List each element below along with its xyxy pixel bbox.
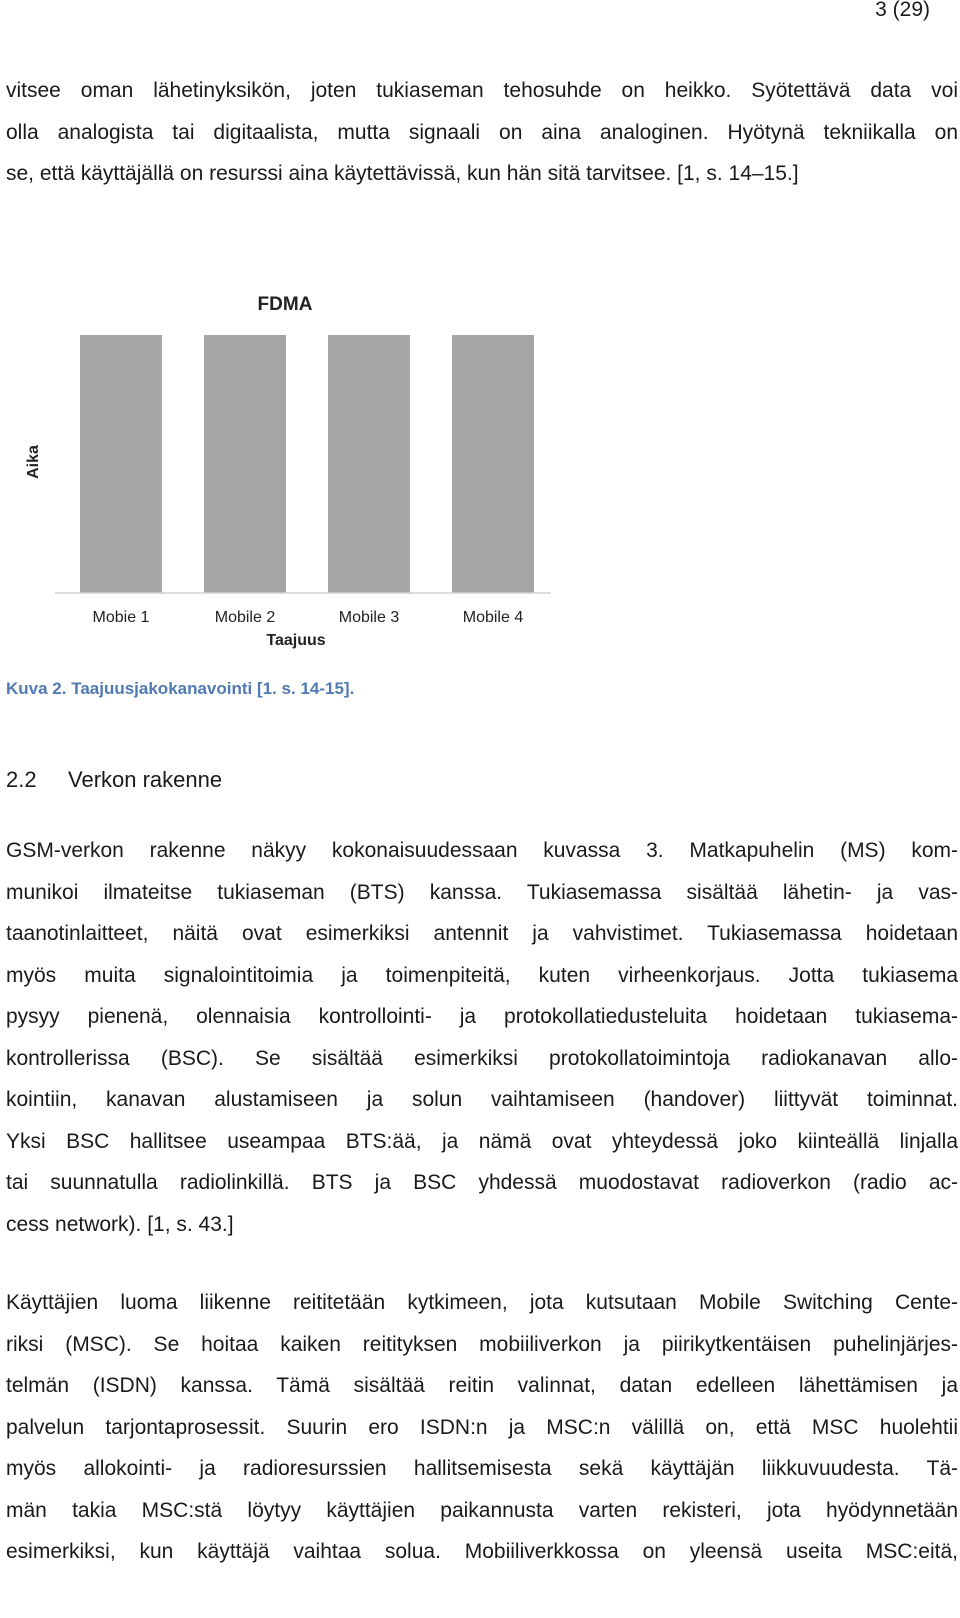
bar-1 (80, 335, 162, 593)
x-tick-label: Mobile 4 (462, 609, 524, 626)
bar-4 (452, 335, 534, 593)
text-line: se, että käyttäjällä on resurssi aina käytettävissä, kun hän sitä tarvitsee. [1, s. 14–15.] (6, 162, 799, 185)
text-line: Yksi BSC hallitsee useampaa BTS:ää, ja nämä ovat yhteydessä joko kiinteällä linjalla (6, 1129, 958, 1153)
section-title: Verkon rakenne (68, 767, 223, 792)
text-line: telmän (ISDN) kanssa. Tämä sisältää reitin valinnat, datan edelleen lähettämisen ja (6, 1374, 958, 1397)
section-heading (6, 767, 222, 793)
text-line: esimerkiksi, kun käyttäjä vaihtaa solua. Mobiiliverkkossa on yleensä useita MSC:eitä, (6, 1540, 958, 1563)
text-line: tai suunnatulla radiolinkillä. BTS ja BSC yhdessä muodostavat radioverkon (radio ac- (6, 1171, 958, 1194)
text-line: munikoi ilmateitse tukiaseman (BTS) kanssa. Tukiasemassa sisältää lähetin- ja vas- (6, 880, 958, 904)
text-line: GSM-verkon rakenne näkyy kokonaisuudessaan kuvassa 3. Matkapuhelin (MS) kom- (6, 839, 958, 862)
x-tick-label: Mobile 3 (338, 609, 400, 626)
chart-title: FDMA (257, 294, 313, 315)
page-number: 3 (29) (875, 0, 930, 21)
text-line: vitsee oman lähetinyksikön, joten tukiaseman tehosuhde on heikko. Syötettävä data voi (6, 79, 958, 102)
text-line: taanotinlaitteet, näitä ovat esimerkiksi antennit ja vahvistimet. Tukiasemassa hoidetaan (6, 922, 958, 945)
text-line: män takia MSC:stä löytyy käyttäjien paikannusta varten rekisteri, jota hyödynnetään (6, 1498, 958, 1522)
text-line: cess network). [1, s. 43.] (6, 1212, 234, 1236)
bar-2 (204, 335, 286, 593)
x-axis-label: Taajuus (266, 632, 326, 649)
text-line: riksi (MSC). Se hoitaa kaiken reitityksen mobiiliverkon ja piirikytkentäisen puhelinjärjes- (6, 1332, 958, 1356)
paragraph-2 (6, 830, 958, 1245)
paragraph-3 (6, 1282, 958, 1573)
figure-caption: Kuva 2. Taajuusjakokanavointi [1. s. 14-15]. (6, 679, 355, 698)
text-line: myös muita signalointitoimia ja toimenpiteitä, kuten virheenkorjaus. Jotta tukiasema (6, 963, 958, 987)
text-line: myös allokointi- ja radioresurssien hallitsemisesta sekä käyttäjän liikkuvuudesta. Tä- (6, 1457, 958, 1480)
paragraph-1 (6, 70, 958, 195)
text-line: pysyy pienenä, olennaisia kontrollointi- ja protokollatiedusteluita hoidetaan tukiasema- (6, 1005, 958, 1028)
y-axis-label: Aika (25, 445, 42, 479)
text-line: palvelun tarjontaprosessit. Suurin ero ISDN:n ja MSC:n välillä on, että MSC huolehtii (6, 1415, 958, 1439)
x-tick-label: Mobie 1 (92, 609, 150, 626)
text-line: Käyttäjien luoma liikenne reititetään kytkimeen, jota kutsutaan Mobile Switching Cente- (6, 1291, 958, 1314)
text-line: olla analogista tai digitaalista, mutta signaali on aina analoginen. Hyötynä tekniikalla on (6, 120, 958, 144)
x-tick-label: Mobile 2 (214, 609, 276, 626)
text-line: kontrollerissa (BSC). Se sisältää esimerkiksi protokollatoimintoja radiokanavan allo- (6, 1046, 958, 1070)
text-line: kointiin, kanavan alustamiseen ja solun vaihtamiseen (handover) liittyvät toiminnat. (6, 1088, 958, 1111)
chart-plot-area (0, 290, 600, 640)
section-number: 2.2 (6, 767, 37, 792)
bar-3 (328, 335, 410, 593)
